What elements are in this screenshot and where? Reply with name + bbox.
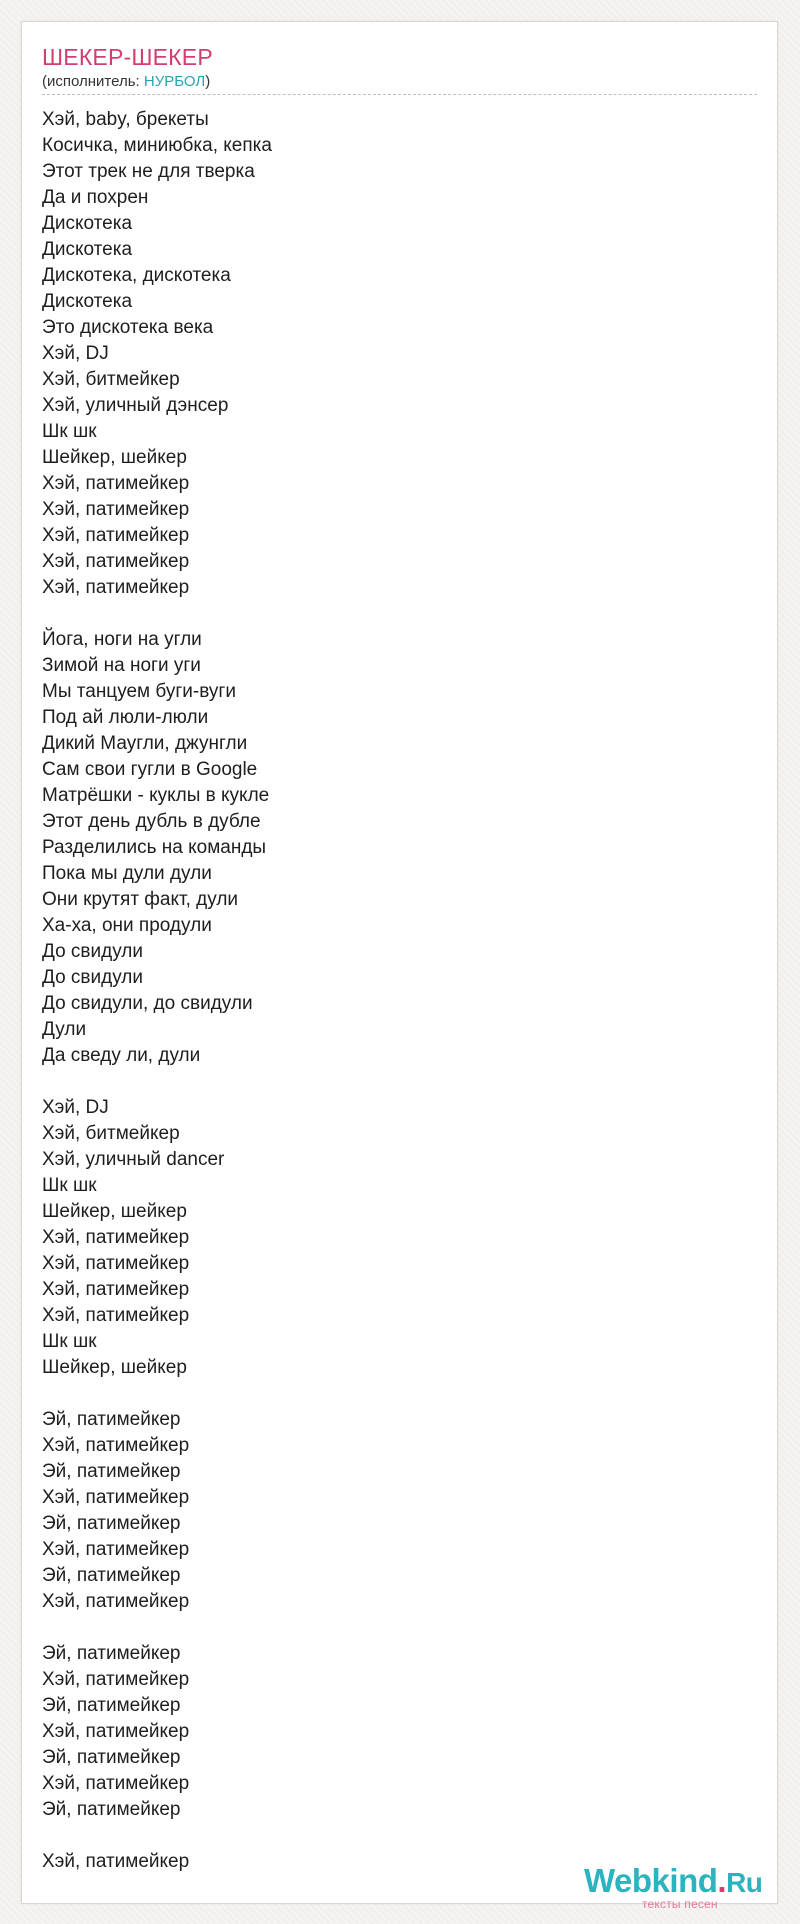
logo-name: Webkind: [584, 1862, 718, 1899]
lyric-line: Дискотека: [42, 213, 133, 234]
lyric-line: Эй, патимейкер: [42, 1799, 181, 1820]
lyric-blank-line: [42, 1381, 742, 1407]
lyric-line: Под ай люли-люли: [42, 707, 209, 728]
lyric-line: Хэй, патимейкер: [42, 1773, 190, 1794]
lyric-line: Хэй, патимейкер: [42, 1253, 190, 1274]
lyric-line: Шейкер, шейкер: [42, 1357, 187, 1378]
lyric-line: Хэй, патимейкер: [42, 1721, 190, 1742]
dashed-divider: [42, 94, 757, 95]
performer-suffix: ): [205, 73, 211, 90]
lyric-blank-line: [42, 1069, 742, 1095]
lyric-line: Хэй, патимейкер: [42, 525, 190, 546]
lyric-line: Хэй, патимейкер: [42, 499, 190, 520]
lyric-line: Хэй, патимейкер: [42, 1279, 190, 1300]
lyric-line: Шк шк: [42, 1175, 97, 1196]
lyric-line: Дискотека: [42, 239, 133, 260]
lyric-line: Хэй, патимейкер: [42, 473, 190, 494]
performer-prefix: (исполнитель:: [42, 73, 144, 90]
logo-dot: .: [717, 1862, 727, 1899]
artist-link[interactable]: НУРБОЛ: [143, 73, 206, 90]
lyric-line: Эй, патимейкер: [42, 1565, 181, 1586]
lyric-line: До свидули: [42, 967, 144, 988]
webkind-logo[interactable]: [584, 1863, 794, 1913]
lyric-line: Шейкер, шейкер: [42, 447, 187, 468]
lyric-line: Хэй, патимейкер: [42, 551, 190, 572]
lyric-line: До свидули, до свидули: [42, 993, 253, 1014]
lyric-line: Хэй, патимейкер: [42, 1591, 190, 1612]
lyric-line: Матрёшки - куклы в кукле: [42, 785, 270, 806]
lyric-line: Дули: [42, 1019, 87, 1040]
logo-tagline: тексты песен: [642, 1897, 718, 1911]
lyric-line: Зимой на ноги уги: [42, 655, 201, 676]
lyric-line: Хэй, патимейкер: [42, 577, 190, 598]
lyric-line: Дискотека: [42, 291, 133, 312]
lyric-line: Они крутят факт, дули: [42, 889, 239, 910]
lyric-line: Сам свои гугли в Google: [42, 759, 258, 780]
lyric-line: Хэй, baby, брекеты: [42, 109, 209, 130]
lyric-blank-line: [42, 1823, 742, 1849]
lyric-line: Хэй, DJ: [42, 343, 109, 364]
lyric-line: Хэй, битмейкер: [42, 369, 180, 390]
lyric-line: Этот день дубль в дубле: [42, 811, 261, 832]
lyric-line: Дискотека, дискотека: [42, 265, 231, 286]
logo-tld: Ru: [726, 1867, 763, 1898]
lyric-line: Хэй, патимейкер: [42, 1539, 190, 1560]
lyric-line: Хэй, патимейкер: [42, 1305, 190, 1326]
lyric-line: Мы танцуем буги-вуги: [42, 681, 236, 702]
lyric-line: Ха-ха, они продули: [42, 915, 212, 936]
lyric-line: Да и похрен: [42, 187, 149, 208]
song-title: ШЕКЕР-ШЕКЕР: [42, 44, 213, 70]
performer-line: [42, 73, 210, 91]
lyric-line: Эй, патимейкер: [42, 1695, 181, 1716]
lyric-line: Хэй, уличный дэнсер: [42, 395, 229, 416]
lyric-line: Эй, патимейкер: [42, 1747, 181, 1768]
lyric-line: Шейкер, шейкер: [42, 1201, 187, 1222]
lyric-blank-line: [42, 1615, 742, 1641]
lyric-line: Хэй, патимейкер: [42, 1487, 190, 1508]
lyric-line: Хэй, патимейкер: [42, 1669, 190, 1690]
lyric-line: Да сведу ли, дули: [42, 1045, 201, 1066]
lyric-line: Эй, патимейкер: [42, 1643, 181, 1664]
lyric-line: Хэй, уличный dancer: [42, 1149, 225, 1170]
lyric-line: Эй, патимейкер: [42, 1461, 181, 1482]
lyric-line: Этот трек не для тверка: [42, 161, 255, 182]
lyric-line: Хэй, DJ: [42, 1097, 109, 1118]
lyrics-text: [42, 107, 742, 1875]
lyric-line: Шк шк: [42, 1331, 97, 1352]
lyric-line: Шк шк: [42, 421, 97, 442]
lyric-line: Пока мы дули дули: [42, 863, 212, 884]
lyric-line: До свидули: [42, 941, 144, 962]
lyric-line: Хэй, патимейкер: [42, 1851, 190, 1872]
lyric-line: Это дискотека века: [42, 317, 214, 338]
lyrics-card: [21, 21, 778, 1911]
lyric-line: Хэй, патимейкер: [42, 1227, 190, 1248]
lyric-line: Эй, патимейкер: [42, 1513, 181, 1534]
lyric-line: Разделились на команды: [42, 837, 267, 858]
lyric-line: Эй, патимейкер: [42, 1409, 181, 1430]
lyric-line: Хэй, патимейкер: [42, 1435, 190, 1456]
lyric-blank-line: [42, 601, 742, 627]
lyric-line: Дикий Маугли, джунгли: [42, 733, 248, 754]
lyric-line: Косичка, миниюбка, кепка: [42, 135, 272, 156]
lyric-line: Йога, ноги на угли: [42, 629, 202, 650]
logo-wordmark: [584, 1863, 762, 1901]
lyric-line: Хэй, битмейкер: [42, 1123, 180, 1144]
